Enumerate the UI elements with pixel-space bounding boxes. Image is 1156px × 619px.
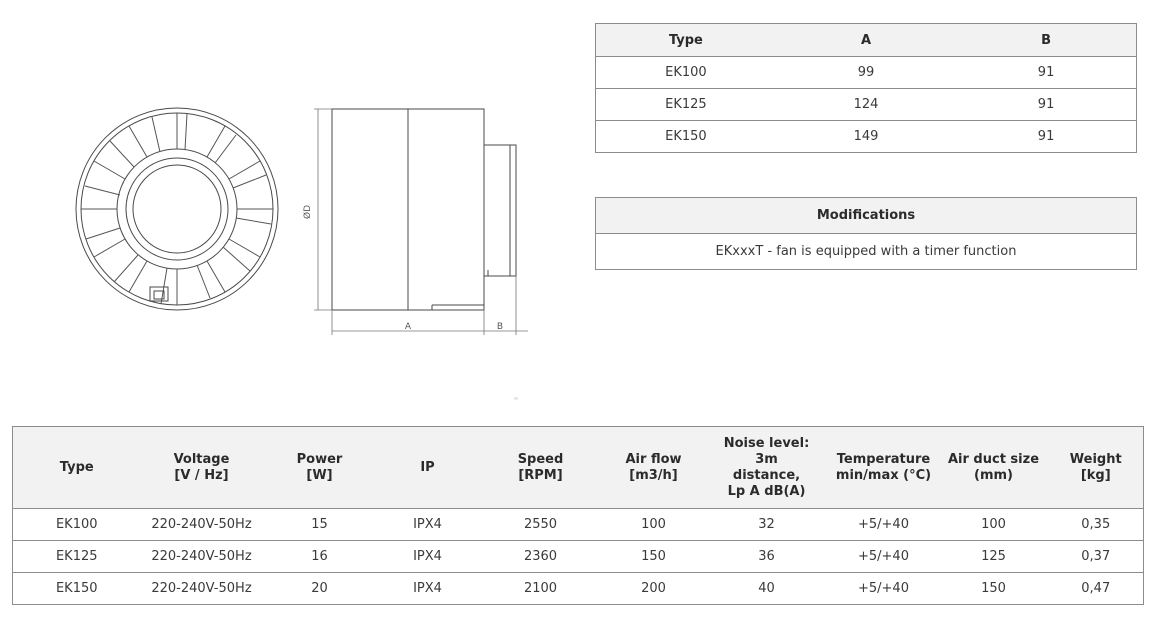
- fan-side-view: [332, 109, 516, 310]
- spec-cell: 16: [263, 541, 377, 573]
- spec-cell: EK100: [13, 509, 141, 541]
- spec-cell: 0,35: [1049, 509, 1144, 541]
- dimension-lines: [314, 109, 528, 335]
- spec-cell: 125: [939, 541, 1049, 573]
- spec-cell: 220-240V-50Hz: [141, 573, 263, 605]
- spec-cell: 2550: [479, 509, 603, 541]
- dimension-label-d: ØD: [303, 204, 313, 220]
- spec-header-air-duct-size: Air duct size (mm): [939, 427, 1049, 509]
- spec-header-type: Type: [13, 427, 141, 509]
- table-row: [13, 541, 1144, 573]
- dimensions-cell: 99: [776, 57, 956, 89]
- dimensions-cell: 91: [956, 89, 1136, 121]
- spec-cell: 2360: [479, 541, 603, 573]
- spec-header-voltage: Voltage [V / Hz]: [141, 427, 263, 509]
- spec-header-speed: Speed [RPM]: [479, 427, 603, 509]
- dimensions-cell: 124: [776, 89, 956, 121]
- spec-cell: 32: [705, 509, 829, 541]
- spec-cell: IPX4: [377, 509, 479, 541]
- table-row: [596, 89, 1137, 121]
- fan-front-view: [76, 108, 278, 310]
- spec-header-noise-level: Noise level: 3m distance, Lp A dB(A): [705, 427, 829, 509]
- spec-cell: 100: [939, 509, 1049, 541]
- decorative-dot: [514, 397, 518, 400]
- spec-cell: +5/+40: [829, 573, 939, 605]
- dimensions-header-type: Type: [596, 24, 776, 57]
- fan-technical-drawing: [70, 95, 540, 345]
- spec-cell: 36: [705, 541, 829, 573]
- dimensions-cell: 149: [776, 121, 956, 153]
- spec-cell: IPX4: [377, 541, 479, 573]
- spec-cell: 15: [263, 509, 377, 541]
- dimensions-cell: EK150: [596, 121, 776, 153]
- spec-cell: 2100: [479, 573, 603, 605]
- spec-cell: 220-240V-50Hz: [141, 541, 263, 573]
- table-row: [596, 121, 1137, 153]
- spec-cell: +5/+40: [829, 509, 939, 541]
- spec-cell: IPX4: [377, 573, 479, 605]
- dimensions-cell: 91: [956, 57, 1136, 89]
- dimensions-cell: 91: [956, 121, 1136, 153]
- dimensions-table: [595, 23, 1137, 153]
- table-row: [13, 509, 1144, 541]
- table-row: [596, 234, 1137, 270]
- spec-cell: EK125: [13, 541, 141, 573]
- dimensions-cell: EK100: [596, 57, 776, 89]
- spec-header-air-flow: Air flow [m3/h]: [603, 427, 705, 509]
- spec-header-power: Power [W]: [263, 427, 377, 509]
- dimension-label-b: B: [496, 322, 504, 332]
- dimension-label-a: A: [404, 322, 412, 332]
- spec-cell: +5/+40: [829, 541, 939, 573]
- spec-cell: 150: [939, 573, 1049, 605]
- table-row: [596, 57, 1137, 89]
- modifications-header-row: [596, 198, 1137, 234]
- dimensions-header-row: [596, 24, 1137, 57]
- spec-cell: EK150: [13, 573, 141, 605]
- dimensions-header-b: B: [956, 24, 1136, 57]
- spec-header-temperature: Temperature min/max (°C): [829, 427, 939, 509]
- spec-header-weight: Weight [kg]: [1049, 427, 1144, 509]
- specifications-table: [12, 426, 1144, 605]
- modifications-text: EKxxxT - fan is equipped with a timer function: [596, 234, 1137, 270]
- spec-cell: 150: [603, 541, 705, 573]
- spec-cell: 0,37: [1049, 541, 1144, 573]
- table-row: [13, 573, 1144, 605]
- spec-cell: 40: [705, 573, 829, 605]
- spec-header-ip: IP: [377, 427, 479, 509]
- modifications-table: [595, 197, 1137, 270]
- spec-cell: 220-240V-50Hz: [141, 509, 263, 541]
- spec-cell: 200: [603, 573, 705, 605]
- dimensions-cell: EK125: [596, 89, 776, 121]
- spec-cell: 100: [603, 509, 705, 541]
- spec-cell: 0,47: [1049, 573, 1144, 605]
- specifications-header-row: [13, 427, 1144, 509]
- dimensions-header-a: A: [776, 24, 956, 57]
- spec-cell: 20: [263, 573, 377, 605]
- modifications-header: Modifications: [596, 198, 1137, 234]
